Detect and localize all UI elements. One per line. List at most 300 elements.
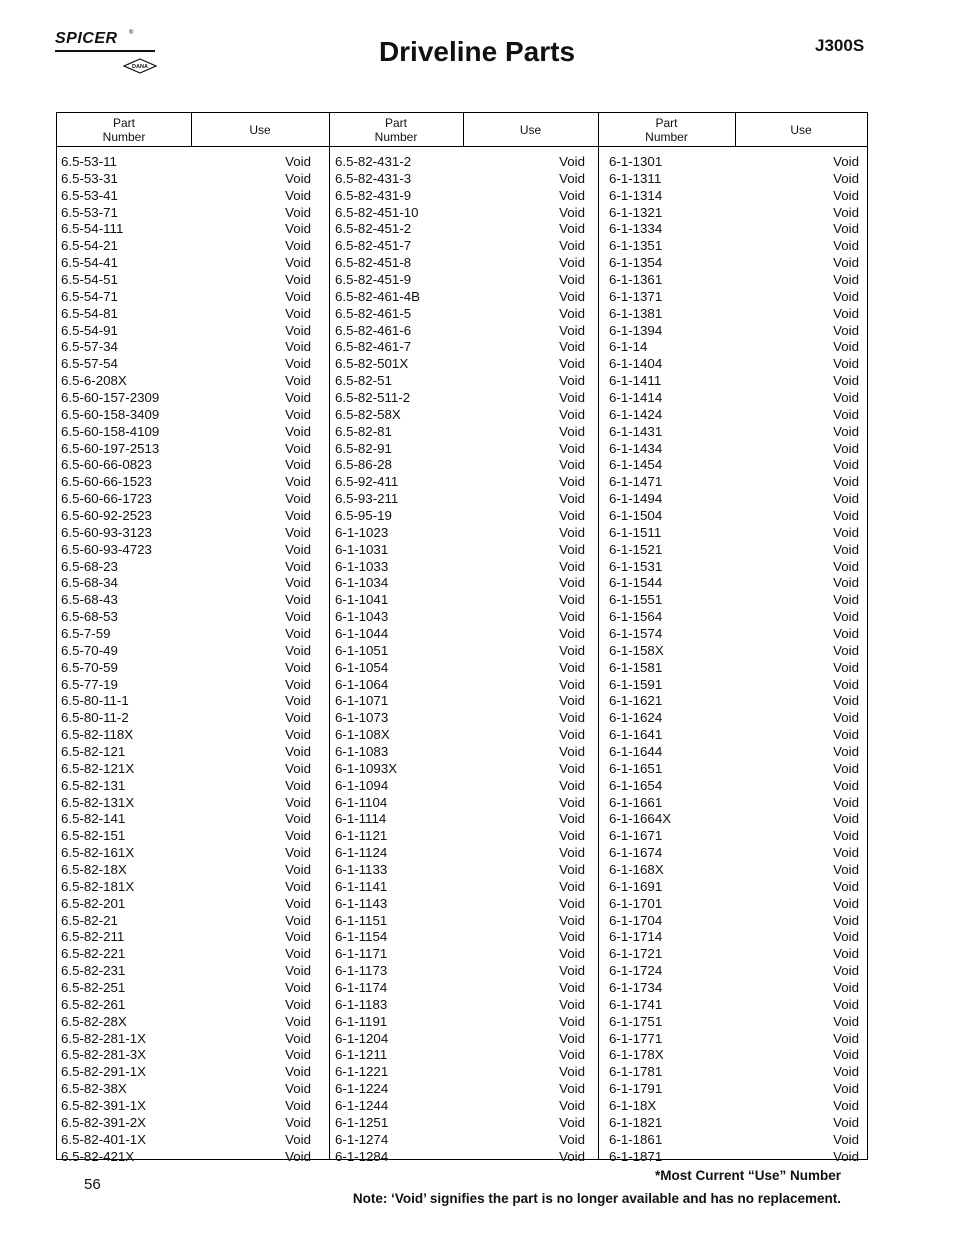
table-row [61, 574, 311, 591]
table-row [609, 406, 859, 423]
table-row [609, 608, 859, 625]
use-value: Void [285, 862, 311, 878]
table-row [61, 659, 311, 676]
use-value: Void [559, 305, 585, 321]
part-number: 6-1-1724 [609, 963, 663, 979]
use-value: Void [285, 794, 311, 810]
use-value: Void [559, 558, 585, 574]
table-row [335, 558, 585, 575]
table-row [609, 1013, 859, 1030]
part-number: 6-1-1351 [609, 238, 663, 254]
part-number: 6.5-82-161X [61, 845, 135, 861]
part-number: 6.5-82-121X [61, 760, 135, 776]
table-row [61, 355, 311, 372]
table-row [61, 861, 311, 878]
table-row [61, 945, 311, 962]
use-value: Void [285, 777, 311, 793]
part-number: 6-1-1314 [609, 187, 663, 203]
use-value: Void [559, 895, 585, 911]
part-number: 6.5-68-23 [61, 558, 118, 574]
part-number: 6.5-68-34 [61, 575, 118, 591]
use-value: Void [833, 1047, 859, 1063]
use-value: Void [559, 963, 585, 979]
table-row [335, 355, 585, 372]
part-number: 6-1-178X [609, 1047, 664, 1063]
use-value: Void [559, 794, 585, 810]
table-row [335, 170, 585, 187]
use-value: Void [285, 1131, 311, 1147]
table-row [609, 962, 859, 979]
part-number: 6-1-1454 [609, 457, 663, 473]
part-number: 6-1-1691 [609, 878, 663, 894]
table-row [609, 220, 859, 237]
use-value: Void [285, 491, 311, 507]
part-number: 6.5-82-451-8 [335, 255, 412, 271]
table-row [609, 929, 859, 946]
table-row [335, 473, 585, 490]
use-value: Void [559, 777, 585, 793]
table-row [609, 507, 859, 524]
table-row [609, 473, 859, 490]
table-row [335, 676, 585, 693]
part-number: 6-1-1141 [335, 878, 388, 894]
use-value: Void [285, 204, 311, 220]
table-row [609, 794, 859, 811]
use-value: Void [559, 491, 585, 507]
part-number: 6-1-1211 [335, 1047, 388, 1063]
use-value: Void [833, 946, 859, 962]
table-row [61, 153, 311, 170]
use-value: Void [285, 474, 311, 490]
part-number: 6-1-1861 [609, 1131, 663, 1147]
use-value: Void [559, 238, 585, 254]
part-number: 6.5-54-21 [61, 238, 118, 254]
table-row [61, 558, 311, 575]
part-number: 6.5-53-31 [61, 170, 118, 186]
table-row [335, 996, 585, 1013]
table-row [609, 170, 859, 187]
table-row [61, 996, 311, 1013]
table-row [335, 574, 585, 591]
table-row [609, 558, 859, 575]
use-value: Void [833, 1148, 859, 1164]
use-value: Void [559, 1013, 585, 1029]
table-row [335, 777, 585, 794]
table-row [609, 709, 859, 726]
table-row [61, 423, 311, 440]
use-value: Void [559, 946, 585, 962]
part-number: 6-1-1494 [609, 491, 663, 507]
use-value: Void [285, 710, 311, 726]
table-row [335, 322, 585, 339]
part-number: 6.5-82-51 [335, 373, 392, 389]
use-value: Void [833, 710, 859, 726]
part-number: 6-1-1721 [609, 946, 663, 962]
table-row [609, 1097, 859, 1114]
use-value: Void [285, 406, 311, 422]
part-number: 6.5-54-91 [61, 322, 118, 338]
table-row [335, 962, 585, 979]
use-value: Void [833, 339, 859, 355]
part-number: 6.5-60-92-2523 [61, 507, 152, 523]
table-row [61, 1131, 311, 1148]
use-value: Void [833, 895, 859, 911]
part-number: 6.5-82-91 [335, 440, 392, 456]
part-number: 6-1-1654 [609, 777, 663, 793]
part-number: 6.5-95-19 [335, 507, 392, 523]
use-value: Void [833, 996, 859, 1012]
table-row [609, 372, 859, 389]
use-value: Void [833, 440, 859, 456]
use-value: Void [559, 474, 585, 490]
part-number: 6.5-82-118X [61, 727, 134, 743]
table-row [609, 861, 859, 878]
part-number: 6-1-158X [609, 642, 664, 658]
table-row [335, 945, 585, 962]
part-number: 6-1-1071 [335, 693, 389, 709]
table-row [61, 1063, 311, 1080]
use-value: Void [833, 912, 859, 928]
use-value: Void [833, 288, 859, 304]
registered-mark-icon: ® [129, 30, 134, 36]
table-row [61, 507, 311, 524]
part-number: 6-1-1073 [335, 710, 389, 726]
use-value: Void [559, 811, 585, 827]
table-row [335, 912, 585, 929]
table-row [61, 204, 311, 221]
use-value: Void [559, 1030, 585, 1046]
table-row [609, 726, 859, 743]
use-value: Void [833, 592, 859, 608]
use-value: Void [833, 1013, 859, 1029]
table-row [335, 288, 585, 305]
use-value: Void [833, 474, 859, 490]
table-row [335, 1097, 585, 1114]
use-value: Void [559, 271, 585, 287]
column-divider [598, 113, 599, 1159]
part-number: 6.5-82-18X [61, 862, 127, 878]
table-row [609, 254, 859, 271]
document-code: J300S [815, 36, 865, 55]
part-number: 6-1-1781 [609, 1064, 663, 1080]
use-value: Void [285, 946, 311, 962]
table-row [609, 355, 859, 372]
table-row [335, 659, 585, 676]
use-value: Void [285, 878, 311, 894]
part-number: 6.5-82-251 [61, 980, 126, 996]
table-row [335, 726, 585, 743]
part-number: 6-1-1054 [335, 659, 389, 675]
use-value: Void [285, 524, 311, 540]
part-number: 6.5-82-21 [61, 912, 118, 928]
parts-table [56, 112, 868, 1164]
use-value: Void [559, 507, 585, 523]
part-number: 6-1-1041 [335, 592, 389, 608]
use-value: Void [559, 862, 585, 878]
footnote: *Most Current “Use” Number [654, 1168, 841, 1183]
column-divider [329, 113, 330, 1159]
table-row [61, 1030, 311, 1047]
table-row [609, 625, 859, 642]
use-value: Void [833, 811, 859, 827]
use-value: Void [559, 373, 585, 389]
part-number: 6.5-54-41 [61, 255, 118, 271]
table-row [335, 979, 585, 996]
use-value: Void [833, 423, 859, 439]
use-value: Void [559, 356, 585, 372]
table-row [61, 760, 311, 777]
part-number: 6-1-1311 [609, 170, 662, 186]
part-number: 6.5-53-11 [61, 153, 117, 169]
use-value: Void [285, 676, 311, 692]
part-number: 6.5-82-151 [61, 828, 126, 844]
part-number: 6.5-53-41 [61, 187, 118, 203]
use-value: Void [285, 221, 311, 237]
use-value: Void [559, 288, 585, 304]
part-number: 6.5-54-81 [61, 305, 118, 321]
use-value: Void [285, 980, 311, 996]
part-number: 6-1-1701 [609, 895, 663, 911]
part-number: 6.5-82-131 [61, 777, 126, 793]
use-value: Void [285, 929, 311, 945]
use-value: Void [833, 1131, 859, 1147]
use-value: Void [559, 1047, 585, 1063]
table-row [61, 305, 311, 322]
use-value: Void [285, 305, 311, 321]
use-value: Void [833, 693, 859, 709]
part-number: 6.5-82-451-2 [335, 221, 412, 237]
table-row [335, 456, 585, 473]
part-number: 6-1-1171 [335, 946, 388, 962]
page-number: 56 [84, 1176, 101, 1193]
part-number: 6-1-1133 [335, 862, 388, 878]
part-number: 6.5-82-461-7 [335, 339, 412, 355]
table-row [61, 642, 311, 659]
table-row [61, 827, 311, 844]
part-number: 6-1-108X [335, 727, 390, 743]
part-number: 6-1-1521 [609, 541, 663, 557]
use-value: Void [285, 339, 311, 355]
part-number: 6-1-1381 [609, 305, 663, 321]
part-number: 6.5-82-211 [61, 929, 125, 945]
table-row [61, 389, 311, 406]
table-row [609, 440, 859, 457]
use-value: Void [559, 1081, 585, 1097]
table-row [335, 709, 585, 726]
table-row [335, 338, 585, 355]
header-part-number: Part Number [102, 115, 146, 144]
use-value: Void [559, 845, 585, 861]
part-number: 6.5-80-11-1 [61, 693, 129, 709]
use-value: Void [833, 457, 859, 473]
use-value: Void [285, 170, 311, 186]
part-number: 6-1-1354 [609, 255, 663, 271]
use-value: Void [833, 845, 859, 861]
part-number: 6-1-1204 [335, 1030, 389, 1046]
part-number: 6.5-60-158-4109 [61, 423, 160, 439]
use-value: Void [833, 878, 859, 894]
table-row [609, 777, 859, 794]
table-row [335, 507, 585, 524]
table-row [609, 389, 859, 406]
part-number: 6-1-1504 [609, 507, 663, 523]
use-value: Void [285, 238, 311, 254]
use-value: Void [559, 727, 585, 743]
use-value: Void [285, 356, 311, 372]
use-value: Void [833, 204, 859, 220]
part-number: 6-1-1511 [609, 524, 662, 540]
part-number: 6-1-1821 [609, 1114, 663, 1130]
table-row [61, 490, 311, 507]
part-number: 6.5-82-461-4B [335, 288, 421, 304]
table-row [609, 204, 859, 221]
use-value: Void [285, 1148, 311, 1164]
table-row [609, 574, 859, 591]
use-value: Void [833, 153, 859, 169]
table-row [609, 743, 859, 760]
use-value: Void [559, 255, 585, 271]
use-value: Void [833, 1081, 859, 1097]
use-value: Void [559, 1064, 585, 1080]
table-row [609, 288, 859, 305]
table-row [335, 305, 585, 322]
part-number: 6.5-82-291-1X [61, 1064, 147, 1080]
part-number: 6.5-57-34 [61, 339, 118, 355]
use-value: Void [833, 609, 859, 625]
table-row [61, 608, 311, 625]
table-row [335, 153, 585, 170]
use-value: Void [833, 659, 859, 675]
part-number: 6-1-1564 [609, 609, 663, 625]
part-number: 6-1-1791 [609, 1081, 663, 1097]
part-number: 6.5-82-38X [61, 1081, 127, 1097]
use-value: Void [833, 305, 859, 321]
table-row [335, 423, 585, 440]
table-row [335, 372, 585, 389]
use-value: Void [833, 322, 859, 338]
part-number: 6-1-1771 [609, 1030, 663, 1046]
part-number: 6.5-82-131X [61, 794, 135, 810]
use-value: Void [833, 221, 859, 237]
part-number: 6.5-82-261 [61, 996, 126, 1012]
use-value: Void [833, 963, 859, 979]
part-number: 6-1-1471 [609, 474, 663, 490]
use-value: Void [285, 912, 311, 928]
part-number: 6-1-1544 [609, 575, 663, 591]
part-number: 6.5-7-59 [61, 625, 111, 641]
table-row [335, 237, 585, 254]
part-number: 6.5-82-431-2 [335, 153, 412, 169]
table-row [609, 524, 859, 541]
use-value: Void [559, 339, 585, 355]
use-value: Void [833, 238, 859, 254]
table-row [335, 1030, 585, 1047]
use-value: Void [285, 389, 311, 405]
use-value: Void [833, 170, 859, 186]
part-number: 6.5-68-53 [61, 609, 118, 625]
use-value: Void [285, 1064, 311, 1080]
use-value: Void [833, 1114, 859, 1130]
part-number: 6.5-53-71 [61, 204, 118, 220]
part-number: 6.5-82-451-7 [335, 238, 412, 254]
table-row [335, 642, 585, 659]
table-row [61, 743, 311, 760]
table-row [335, 406, 585, 423]
table-row [609, 237, 859, 254]
use-value: Void [559, 524, 585, 540]
part-number: 6.5-86-28 [335, 457, 392, 473]
use-value: Void [559, 440, 585, 456]
part-number: 6.5-82-281-1X [61, 1030, 147, 1046]
part-number: 6.5-68-43 [61, 592, 118, 608]
table-row [609, 676, 859, 693]
part-number: 6.5-82-81 [335, 423, 392, 439]
use-value: Void [559, 710, 585, 726]
part-number: 6-1-1734 [609, 980, 663, 996]
part-number: 6-1-1424 [609, 406, 663, 422]
part-number: 6.5-82-231 [61, 963, 126, 979]
part-number: 6.5-82-181X [61, 878, 135, 894]
table-row [61, 372, 311, 389]
table-row [335, 693, 585, 710]
use-value: Void [833, 980, 859, 996]
part-number: 6-1-1621 [609, 693, 663, 709]
table-row [61, 1013, 311, 1030]
table-row [335, 811, 585, 828]
part-number: 6.5-70-49 [61, 642, 118, 658]
table-row [335, 625, 585, 642]
part-number: 6.5-54-71 [61, 288, 118, 304]
table-row [61, 338, 311, 355]
part-number: 6-1-1361 [609, 271, 663, 287]
table-row [609, 844, 859, 861]
use-value: Void [833, 760, 859, 776]
use-value: Void [559, 541, 585, 557]
table-row [609, 187, 859, 204]
use-value: Void [833, 744, 859, 759]
table-row [61, 220, 311, 237]
use-value: Void [285, 440, 311, 456]
part-number: 6.5-82-391-1X [61, 1098, 147, 1114]
part-number: 6.5-82-451-10 [335, 204, 419, 220]
use-value: Void [833, 558, 859, 574]
use-value: Void [285, 744, 311, 759]
part-number: 6-1-1411 [609, 373, 662, 389]
table-row [61, 625, 311, 642]
use-value: Void [285, 507, 311, 523]
table-row [61, 524, 311, 541]
use-value: Void [559, 828, 585, 844]
use-value: Void [285, 963, 311, 979]
part-number: 6-1-1221 [335, 1064, 389, 1080]
header-divider [463, 113, 464, 146]
table-row [609, 811, 859, 828]
use-value: Void [559, 221, 585, 237]
part-number: 6.5-82-121 [61, 744, 126, 759]
use-value: Void [559, 693, 585, 709]
use-value: Void [285, 845, 311, 861]
table-row [61, 929, 311, 946]
table-row [61, 170, 311, 187]
use-value: Void [559, 1114, 585, 1130]
table-row [335, 591, 585, 608]
use-value: Void [559, 625, 585, 641]
table-row [61, 187, 311, 204]
use-value: Void [833, 676, 859, 692]
part-number: 6.5-60-66-1523 [61, 474, 152, 490]
use-value: Void [285, 1081, 311, 1097]
table-row [609, 1080, 859, 1097]
